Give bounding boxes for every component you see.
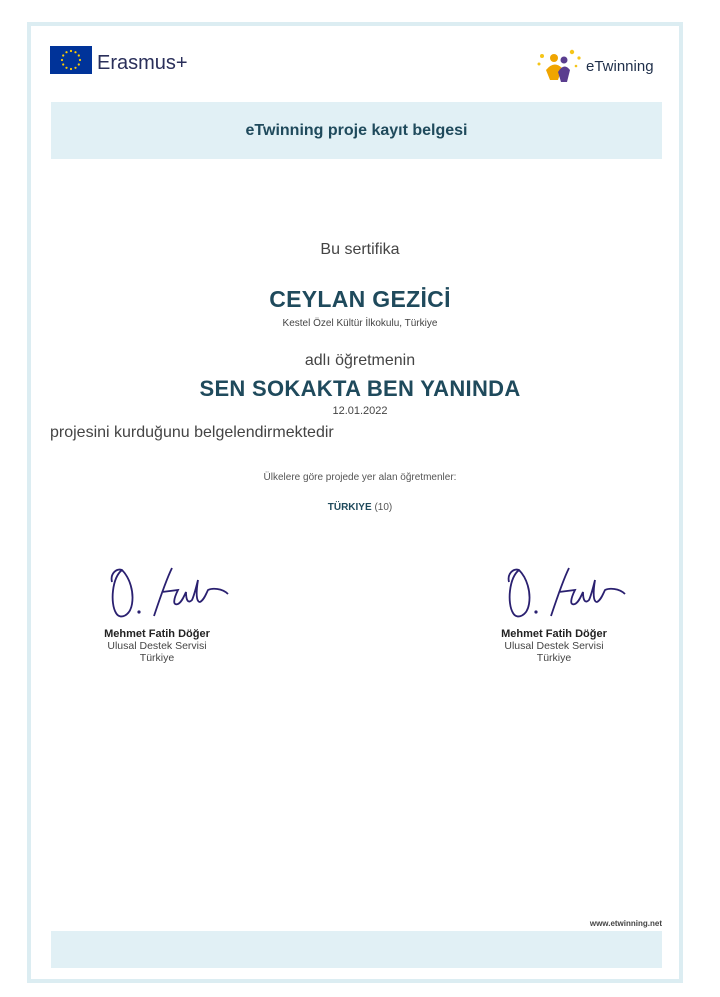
school-name: Kestel Özel Kültür İlkokulu, Türkiye (282, 318, 438, 329)
signer-role: Ulusal Destek Servisi (107, 640, 207, 652)
project-title: SEN SOKAKTA BEN YANINDA (199, 376, 521, 401)
signature-image (479, 558, 629, 628)
etwinning-logo (536, 48, 654, 84)
teacher-line: adlı öğretmenin (304, 352, 416, 369)
country-name: TÜRKIYE (327, 502, 372, 513)
teacher-name: CEYLAN GEZİCİ (269, 286, 451, 312)
footer-url-link[interactable]: www.etwinning.net (589, 919, 662, 928)
country-entry (0, 502, 720, 513)
footer-band (51, 931, 662, 968)
project-date: 12.01.2022 (332, 405, 388, 417)
intro-text: Bu sertifika (320, 241, 400, 258)
signature-block-right (464, 558, 644, 664)
signature-image (82, 558, 232, 628)
erasmus-logo (50, 46, 188, 74)
signer-role: Ulusal Destek Servisi (504, 640, 604, 652)
certifies-text: projesini kurduğunu belgelendirmektedir (50, 424, 334, 441)
signer-name: Mehmet Fatih Döğer (501, 628, 607, 640)
etwinning-mascot-icon (536, 48, 584, 84)
countries-label: Ülkelere göre projede yer alan öğretmenler: (263, 472, 457, 483)
eu-flag-icon (50, 46, 92, 74)
erasmus-label: Erasmus+ (97, 52, 188, 74)
signer-country: Türkiye (536, 652, 572, 664)
etwinning-label: eTwinning (586, 57, 654, 75)
certificate-title: eTwinning proje kayıt belgesi (245, 121, 468, 139)
signer-country: Türkiye (139, 652, 175, 664)
signature-block-left (67, 558, 247, 664)
signer-name: Mehmet Fatih Döğer (104, 628, 210, 640)
country-count: (10) (374, 502, 393, 513)
header-band (51, 102, 662, 159)
